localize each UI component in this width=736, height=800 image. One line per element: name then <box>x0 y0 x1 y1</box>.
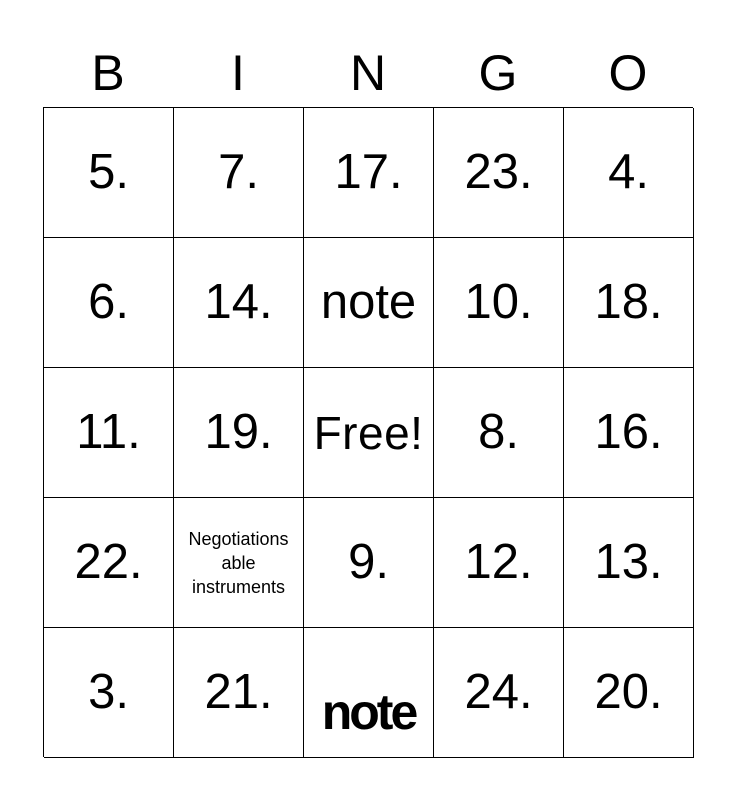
header-letter-n: N <box>349 45 387 101</box>
cell-text: 5. <box>88 145 129 199</box>
free-space-cell[interactable] <box>304 368 434 498</box>
cell-text: note <box>320 275 417 329</box>
cell-text: 10. <box>464 275 533 329</box>
bingo-cell[interactable] <box>564 108 694 238</box>
bingo-cell[interactable] <box>434 238 564 368</box>
bingo-cell[interactable] <box>434 108 564 238</box>
cell-text: 18. <box>594 275 663 329</box>
bingo-cell[interactable] <box>304 628 434 758</box>
bingo-cell[interactable] <box>174 498 304 628</box>
bingo-cell[interactable] <box>174 238 304 368</box>
header-letter-b: B <box>91 45 125 101</box>
cell-text: 13. <box>594 535 663 589</box>
cell-text: 17. <box>334 145 403 199</box>
bingo-cell[interactable] <box>174 108 304 238</box>
bingo-cell[interactable] <box>434 628 564 758</box>
cell-text: 9. <box>348 535 389 589</box>
bingo-cell[interactable] <box>304 238 434 368</box>
cell-text: 8. <box>478 405 519 459</box>
bingo-cell[interactable] <box>174 368 304 498</box>
cell-text: 3. <box>88 665 129 719</box>
cell-text: 24. <box>464 665 533 719</box>
bingo-cell[interactable] <box>44 238 174 368</box>
cell-text: note <box>321 683 416 740</box>
bingo-cell[interactable] <box>304 498 434 628</box>
cell-text: 21. <box>204 665 273 719</box>
bingo-cell[interactable] <box>44 498 174 628</box>
cell-text: 16. <box>594 405 663 459</box>
bingo-cell[interactable] <box>44 108 174 238</box>
cell-text: 11. <box>76 405 141 459</box>
cell-text: 12. <box>464 535 533 589</box>
cell-text: 19. <box>204 405 273 459</box>
cell-text: 7. <box>218 145 259 199</box>
cell-text: 14. <box>204 275 273 329</box>
header-letter-g: G <box>478 45 518 101</box>
cell-text: 20. <box>594 665 663 719</box>
cell-text: 6. <box>88 275 129 329</box>
bingo-cell[interactable] <box>44 628 174 758</box>
bingo-cell[interactable] <box>564 238 694 368</box>
bingo-cell[interactable] <box>434 498 564 628</box>
header-letter-i: I <box>231 45 245 101</box>
bingo-cell[interactable] <box>44 368 174 498</box>
bingo-header <box>43 40 693 106</box>
header-letter-o: O <box>608 45 648 101</box>
bingo-cell[interactable] <box>564 628 694 758</box>
bingo-cell[interactable] <box>564 498 694 628</box>
bingo-cell[interactable] <box>174 628 304 758</box>
bingo-board <box>43 107 693 757</box>
cell-text: 22. <box>74 535 143 589</box>
bingo-cell[interactable] <box>564 368 694 498</box>
cell-text: 23. <box>464 145 533 199</box>
cell-text: 4. <box>608 145 649 199</box>
bingo-cell[interactable] <box>304 108 434 238</box>
cell-text: Negotiations able instruments <box>188 528 289 597</box>
free-space-text: Free! <box>313 406 424 459</box>
bingo-cell[interactable] <box>434 368 564 498</box>
